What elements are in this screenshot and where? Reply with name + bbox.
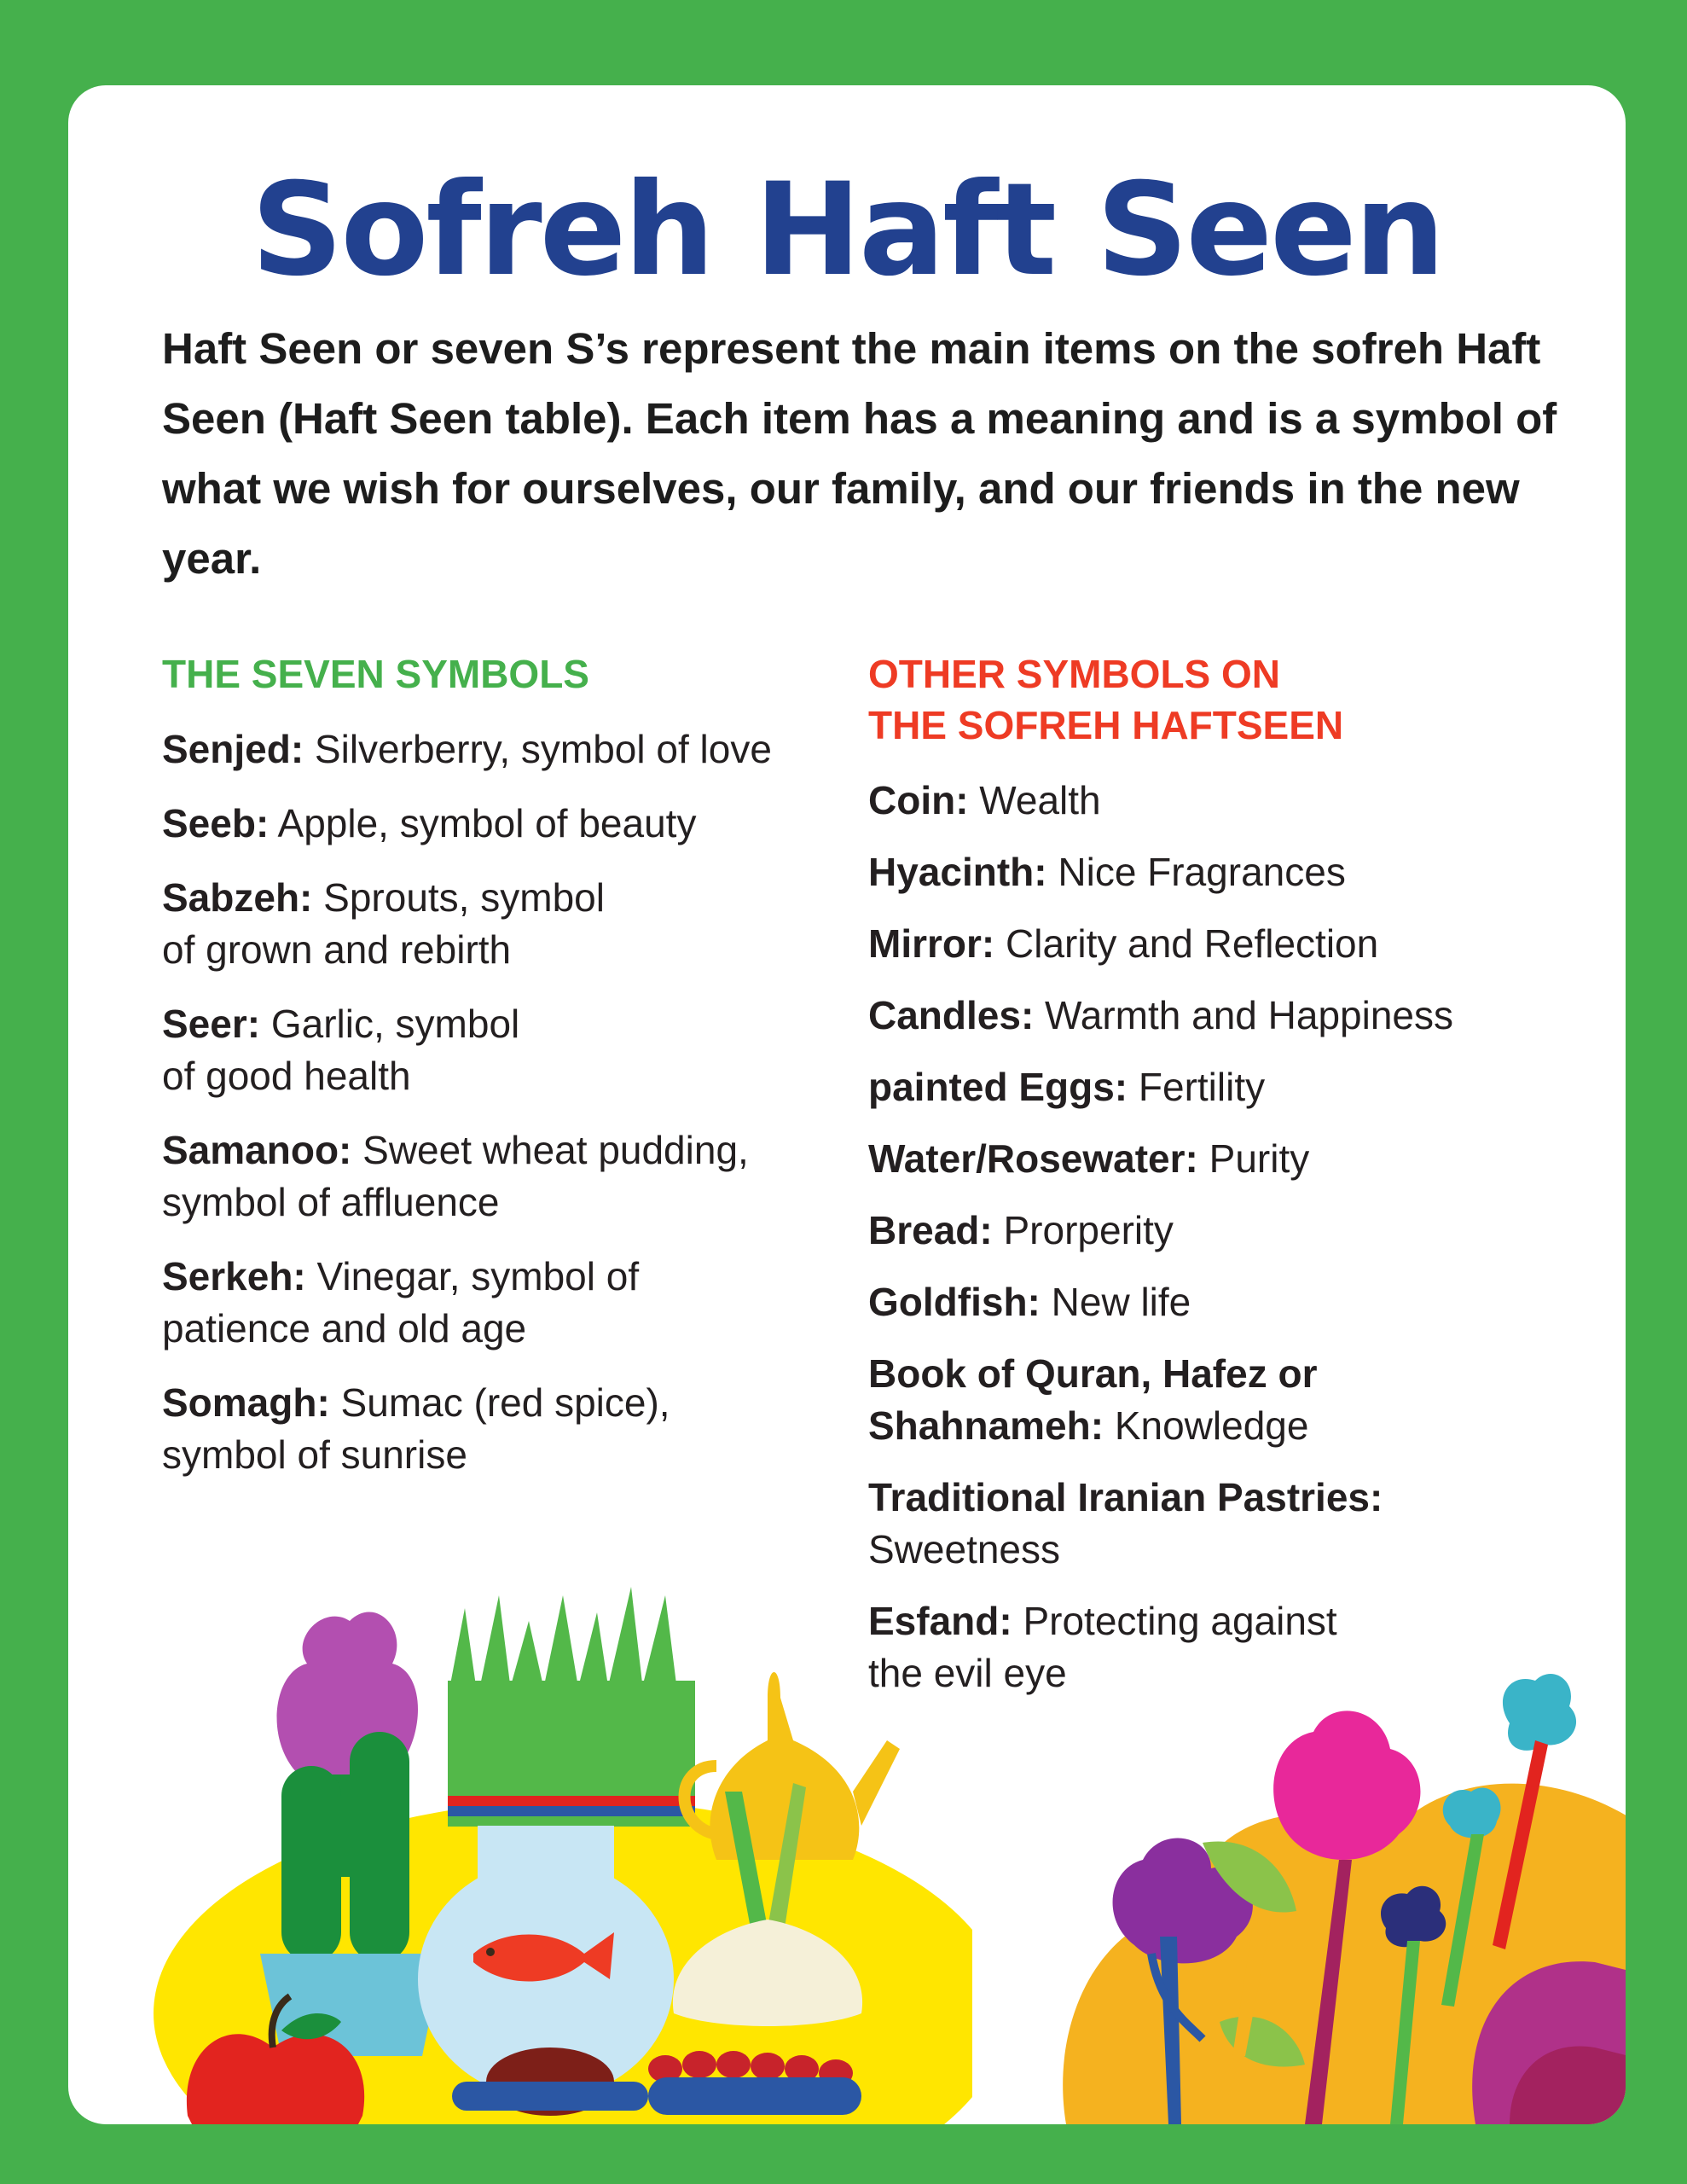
symbol-item-mirror: Mirror: Clarity and Reflection [868, 921, 1379, 966]
symbol-item-book: Book of Quran, Hafez or Shahnameh: Knowledge [868, 1351, 1318, 1448]
other-symbols-column [868, 648, 1602, 1719]
symbol-item-goldfish: Goldfish: New life [868, 1280, 1191, 1324]
symbol-item-seeb: Seeb: Apple, symbol of beauty [162, 801, 697, 845]
symbol-item-senjed: Senjed: Silverberry, symbol of love [162, 727, 772, 771]
symbol-item-coin: Coin: Wealth [868, 778, 1101, 822]
symbol-item-bread: Bread: Prorperity [868, 1208, 1174, 1252]
flowers-illustration [1032, 1664, 1626, 2124]
symbol-item-seer: Seer: Garlic, symbol of good health [162, 1002, 520, 1098]
symbol-item-candles: Candles: Warmth and Happiness [868, 993, 1454, 1037]
haft-seen-table-illustration [119, 1570, 972, 2124]
symbol-item-somagh: Somagh: Sumac (red spice), symbol of sunrise [162, 1380, 670, 1477]
symbol-item-pastries: Traditional Iranian Pastries: Sweetness [868, 1475, 1383, 1571]
symbol-item-sabzeh: Sabzeh: Sprouts, symbol of grown and rebirth [162, 875, 605, 972]
symbol-item-samanoo: Samanoo: Sweet wheat pudding, symbol of affluence [162, 1128, 749, 1224]
sabzeh-icon [448, 1587, 695, 1827]
symbol-item-esfand: Esfand: Protecting against the evil eye [868, 1599, 1337, 1695]
intro-paragraph: Haft Seen or seven S’s represent the main items on the sofreh Haft Seen (Haft Seen table). Each item has a meaning and is a symbol of what we wish for ourselves, our family, and our friends in the new year. [162, 324, 1557, 583]
symbol-item-painted-eggs: painted Eggs: Fertility [868, 1065, 1266, 1109]
content-card [68, 85, 1626, 2124]
seven-symbols-column [162, 648, 844, 1503]
symbol-item-water: Water/Rosewater: Purity [868, 1136, 1310, 1181]
symbol-item-hyacinth: Hyacinth: Nice Fragrances [868, 850, 1346, 894]
page-title: Sofreh Haft Seen [251, 156, 1443, 305]
seven-symbols-heading: THE SEVEN SYMBOLS [162, 652, 589, 696]
other-symbols-heading: OTHER SYMBOLS ON THE SOFREH HAFTSEEN [868, 652, 1344, 747]
symbol-item-serkeh: Serkeh: Vinegar, symbol of patience and old age [162, 1254, 640, 1350]
